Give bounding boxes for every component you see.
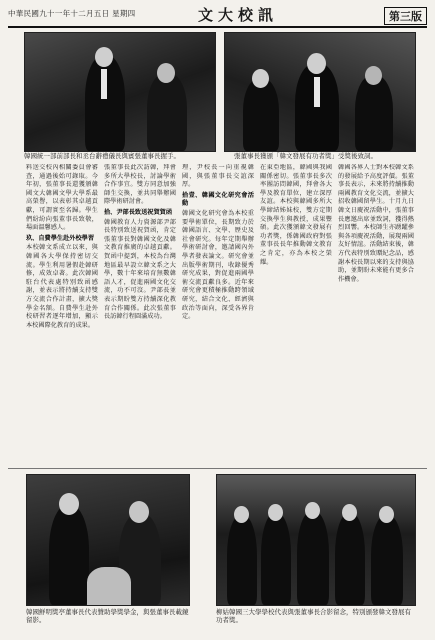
- photo-caption: 張董事長獲頒「韓文發展有功者獎」受獎後致詞。: [234, 152, 377, 160]
- photo-group: [216, 474, 416, 606]
- section-heading: 拾壹、韓國文化研究會活動: [182, 191, 254, 208]
- article-column: [104, 164, 176, 464]
- photo-caption: 韓國統一部前部長和丞台辭禮儀長與賓張董事長握手。: [24, 152, 180, 160]
- photo-scholarship: [26, 474, 190, 606]
- section-divider: [8, 468, 427, 469]
- article-paragraph: 理，尹校長一向重視韓國，與張董事長交誼深厚。: [182, 164, 254, 189]
- issue-date: 中華民國九十一年十二月五日 星期四: [8, 9, 136, 18]
- section-heading: 拾、尹部長致送祝賀賀函: [104, 208, 173, 216]
- edition-label: 第三版: [384, 7, 427, 25]
- article-column: [260, 164, 332, 464]
- article-paragraph: 在東亞地區，韓國與我國關係密切。張董事長多次率團訪問韓國，拜會各大學及教育單位，建立深厚友誼。本校與韓國多所大學締結姊妹校，雙方定期交換學生與教授，成果豐碩。此次獲頒韓文發展有功者獎，係韓國政府對張董事長長年推動韓文教育之肯定，亦為本校之榮耀。: [260, 164, 332, 266]
- section-heading: 玖、自費學生赴外校學習: [26, 234, 95, 242]
- article-paragraph: 韓國各界人士對本校韓文系的發展給予高度評價。張董事長表示，未來將持續推動兩國教育文化交流，並擴大招收韓國留學生。十月九日韓文日慶祝活動中，張董事長應邀出席並致詞，獲得熱烈回響。本校師生亦踴躍參與各項慶祝活動，展現兩國友好情誼。活動結束後，韓方代表特別致贈紀念品，感謝本校長期以來的支持與協助，並期盼未來能有更多合作機會。: [338, 164, 414, 283]
- photo-award-speech: [224, 32, 416, 152]
- article-column: [26, 164, 98, 464]
- newsletter-title: 文大校訊: [198, 6, 279, 24]
- article-paragraph: 張董事長此次訪韓，拜會多所大學校長，討論學術合作事宜。雙方同意加強師生交換，並共同舉辦國際學術研討會。: [104, 164, 176, 206]
- photo-caption: 韓國鮮明獎亭董事長代表贊助學獎學金，與張董事長載鏡留影。: [26, 608, 189, 624]
- article-paragraph: 料送交校內相關委員會審查，通過後始可錄取。今年初，張董事長還獲頒韓國文大韓國文學大學系最高榮譽，以表彰其卓越貢獻，可謂實至名歸。學生們紛紛向張董事長致敬，場面溫馨感人。: [26, 164, 98, 232]
- article-column: [338, 164, 414, 464]
- article-paragraph: 韓國文化研究會為本校重要學術單位，長期致力於韓國語言、文學、歷史及社會研究。每年定期舉辦學術研討會，邀請國內外學者發表論文。研究會並出版學術期刊，收錄優秀研究成果，對促進兩國學術交流貢獻良多。近年來研究會更積極推動跨領域研究，結合文化、經濟與政治等面向，深受各界肯定。: [182, 209, 254, 321]
- photo-handshake: [24, 32, 216, 152]
- article-column: [182, 164, 254, 464]
- photo-caption: 柳姑韓國三大學學校代表與張董事長合影留念，特別頒發韓文發展有功者獎。: [216, 608, 411, 624]
- article-paragraph: 本校韓文系成立以來，與韓國各大學保持密切交流。學生利用暑假赴韓研修，成效卓著。此次韓國駐台代表處特別致函感謝，並表示將持續支持雙方交流合作計畫，擴大獎學金名額。自費學生赴外校研習者逐年增加，顯示本校國際化教育的成果。: [26, 244, 98, 329]
- article-paragraph: 韓國教育人力資源部尹部長特別致送祝賀函，肯定張董事長對韓國文化及韓文教育推廣的卓越貢獻。賀函中提到，本校為台灣地區最早設立韓文系之大學，數十年來培育無數韓語人才，促進兩國文化交流，功不可沒。尹部長並表示期盼雙方持續深化教育合作關係。此次張董事長訪韓行程圓滿成功。: [104, 218, 176, 321]
- masthead: [8, 4, 427, 28]
